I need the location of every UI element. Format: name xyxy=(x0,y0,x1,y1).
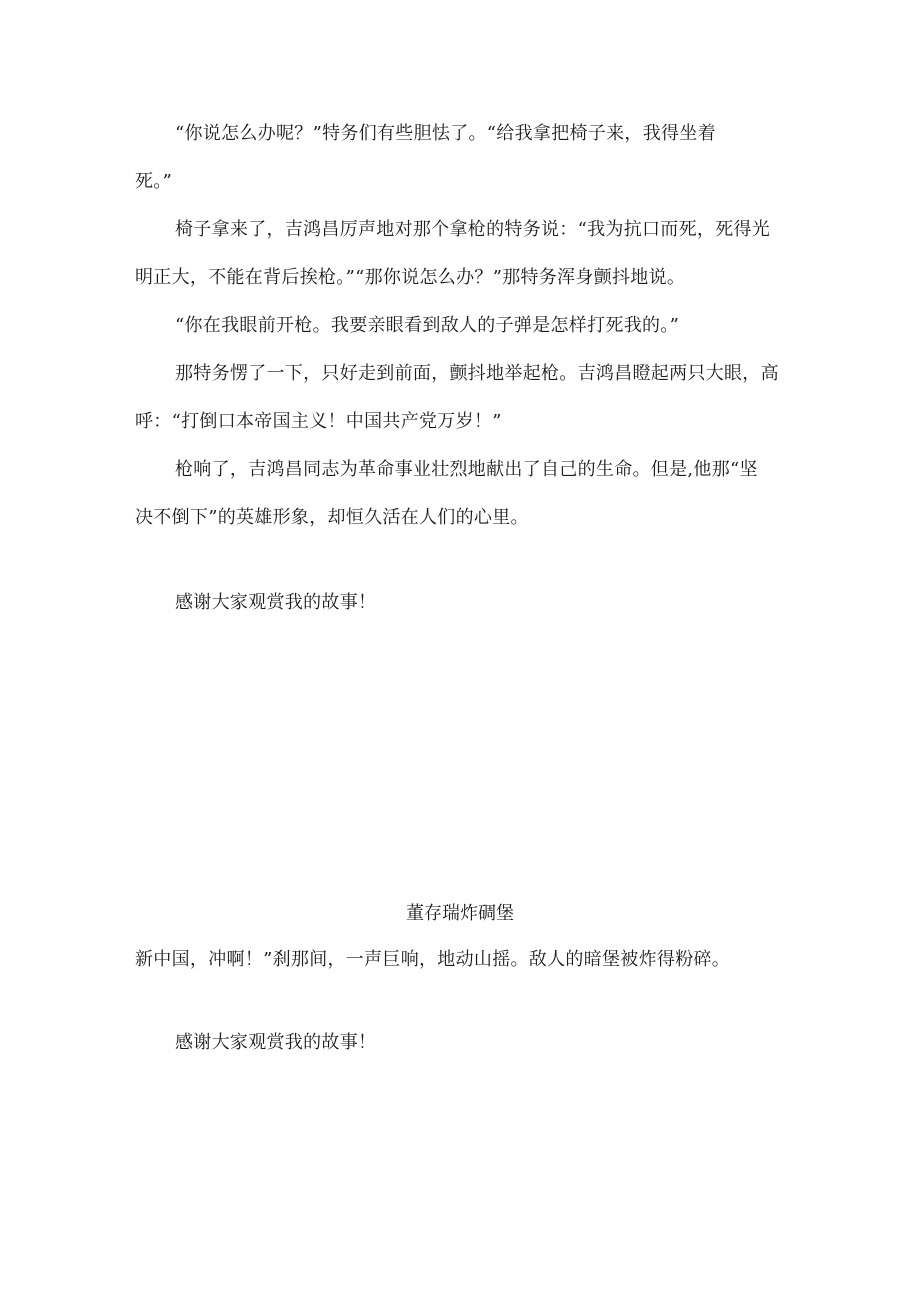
paragraph-line: 呼：“打倒口本帝国主义！中国共产党万岁！” xyxy=(135,411,502,432)
paragraph-line: 决不倒下”的英雄形象，却恒久活在人们的心里。 xyxy=(135,507,529,528)
paragraph-line: 新中国，冲啊！”刹那间，一声巨响，地动山摇。敌人的暗堡被炸得粉碎。 xyxy=(135,949,731,970)
paragraph-line: “你说怎么办呢？”特务们有些胆怯了。“给我拿把椅子来，我得坐着 xyxy=(175,123,716,144)
closing-thanks: 感谢大家观赏我的故事！ xyxy=(175,1032,377,1053)
paragraph-line: “你在我眼前开枪。我要亲眼看到敌人的子弹是怎样打死我的。” xyxy=(175,315,680,336)
story-title: 董存瑞炸碉堡 xyxy=(406,903,514,924)
paragraph-line: 枪响了，吉鸿昌同志为革命事业壮烈地献出了自己的生命。但是,他那“坚 xyxy=(175,459,758,480)
closing-thanks: 感谢大家观赏我的故事！ xyxy=(175,592,377,613)
paragraph-line: 死。” xyxy=(135,171,173,192)
paragraph-line: 明正大，不能在背后挨枪。”“那你说怎么办？”那特务浑身颤抖地说。 xyxy=(135,267,686,288)
paragraph-line: 椅子拿来了，吉鸿昌厉声地对那个拿枪的特务说：“我为抗口而死，死得光 xyxy=(175,219,771,240)
paragraph-line: 那特务愣了一下，只好走到前面，颤抖地举起枪。吉鸿昌瞪起两只大眼，高 xyxy=(175,363,779,384)
